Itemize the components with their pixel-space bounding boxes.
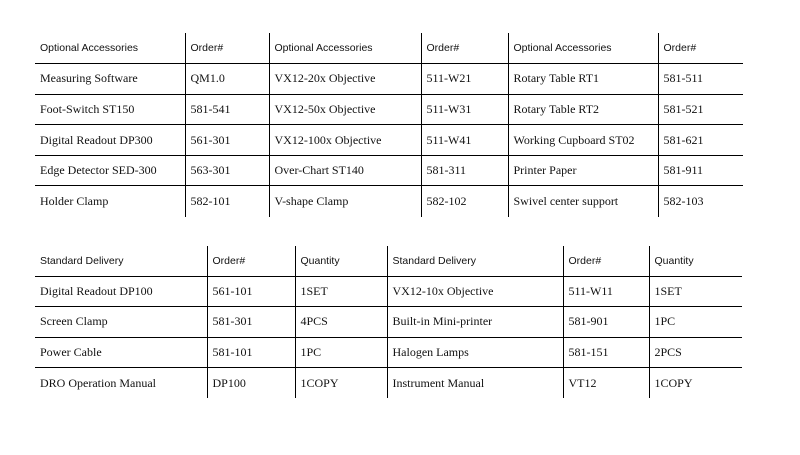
order-number: 581-521 [658, 94, 743, 125]
quantity: 1COPY [295, 368, 387, 398]
order-number: 581-301 [207, 307, 295, 337]
accessory-name: Rotary Table RT1 [508, 64, 658, 95]
order-number: 581-621 [658, 125, 743, 156]
accessory-name: Digital Readout DP300 [35, 125, 185, 156]
table-row [35, 186, 743, 217]
optional-accessories-table [35, 33, 743, 217]
accessory-name: Rotary Table RT2 [508, 94, 658, 125]
accessory-name: Holder Clamp [40, 194, 109, 209]
table-row [35, 307, 742, 337]
order-number: 582-101 [185, 186, 269, 217]
column-header: Order# [185, 33, 269, 64]
table-row [35, 94, 743, 125]
column-header: Quantity [295, 246, 387, 276]
accessory-name: VX12-20x Objective [269, 64, 421, 95]
accessory-name: Foot-Switch ST150 [35, 94, 185, 125]
item-name: Power Cable [35, 337, 207, 367]
item-name: Screen Clamp [35, 307, 207, 337]
item-name: DRO Operation Manual [40, 375, 156, 390]
accessory-name: Over-Chart ST140 [269, 155, 421, 186]
order-number: 581-511 [658, 64, 743, 95]
table-header-row [35, 246, 742, 276]
item-name: Digital Readout DP100 [35, 276, 207, 306]
order-number: 563-301 [185, 155, 269, 186]
column-header: Standard Delivery [35, 246, 207, 276]
column-header: Standard Delivery [387, 246, 563, 276]
table-row [35, 125, 743, 156]
accessory-name: VX12-50x Objective [269, 94, 421, 125]
table-header-row [35, 33, 743, 64]
item-name: Halogen Lamps [387, 337, 563, 367]
column-header: Optional Accessories [508, 33, 658, 64]
order-number: 581-151 [563, 337, 649, 367]
order-number: 582-102 [421, 186, 508, 217]
quantity: 1PC [649, 307, 742, 337]
order-number: 561-301 [185, 125, 269, 156]
order-number: 581-311 [421, 155, 508, 186]
table-row [35, 368, 742, 398]
item-name: VX12-10x Objective [387, 276, 563, 306]
accessory-name: Printer Paper [508, 155, 658, 186]
column-header: Order# [421, 33, 508, 64]
order-number: 581-901 [563, 307, 649, 337]
column-header: Quantity [649, 246, 742, 276]
order-number: 582-103 [658, 186, 743, 217]
accessory-name: VX12-100x Objective [269, 125, 421, 156]
order-number: VT12 [563, 368, 649, 398]
order-number: 511-W21 [421, 64, 508, 95]
table-row [35, 64, 743, 95]
order-number: 581-541 [185, 94, 269, 125]
order-number: 581-911 [658, 155, 743, 186]
table-row [35, 276, 742, 306]
column-header: Optional Accessories [269, 33, 421, 64]
table-row [35, 155, 743, 186]
quantity: 2PCS [649, 337, 742, 367]
accessory-name: Swivel center support [508, 186, 658, 217]
item-name: Built-in Mini-printer [387, 307, 563, 337]
order-number: 511-W11 [563, 276, 649, 306]
order-number: 511-W31 [421, 94, 508, 125]
column-header: Order# [207, 246, 295, 276]
quantity: 1SET [649, 276, 742, 306]
quantity: 1COPY [649, 368, 742, 398]
quantity: 1PC [295, 337, 387, 367]
order-number: DP100 [207, 368, 295, 398]
standard-delivery-table [35, 246, 742, 398]
order-number: 581-101 [207, 337, 295, 367]
column-header: Optional Accessories [35, 33, 185, 64]
column-header: Order# [563, 246, 649, 276]
accessory-name: Edge Detector SED-300 [35, 155, 185, 186]
order-number: 561-101 [207, 276, 295, 306]
quantity: 4PCS [295, 307, 387, 337]
quantity: 1SET [295, 276, 387, 306]
column-header: Order# [658, 33, 743, 64]
accessory-name: Working Cupboard ST02 [508, 125, 658, 156]
accessory-name: Measuring Software [35, 64, 185, 95]
table-row [35, 337, 742, 367]
accessory-name: V-shape Clamp [269, 186, 421, 217]
item-name: Instrument Manual [387, 368, 563, 398]
order-number: QM1.0 [185, 64, 269, 95]
order-number: 511-W41 [421, 125, 508, 156]
